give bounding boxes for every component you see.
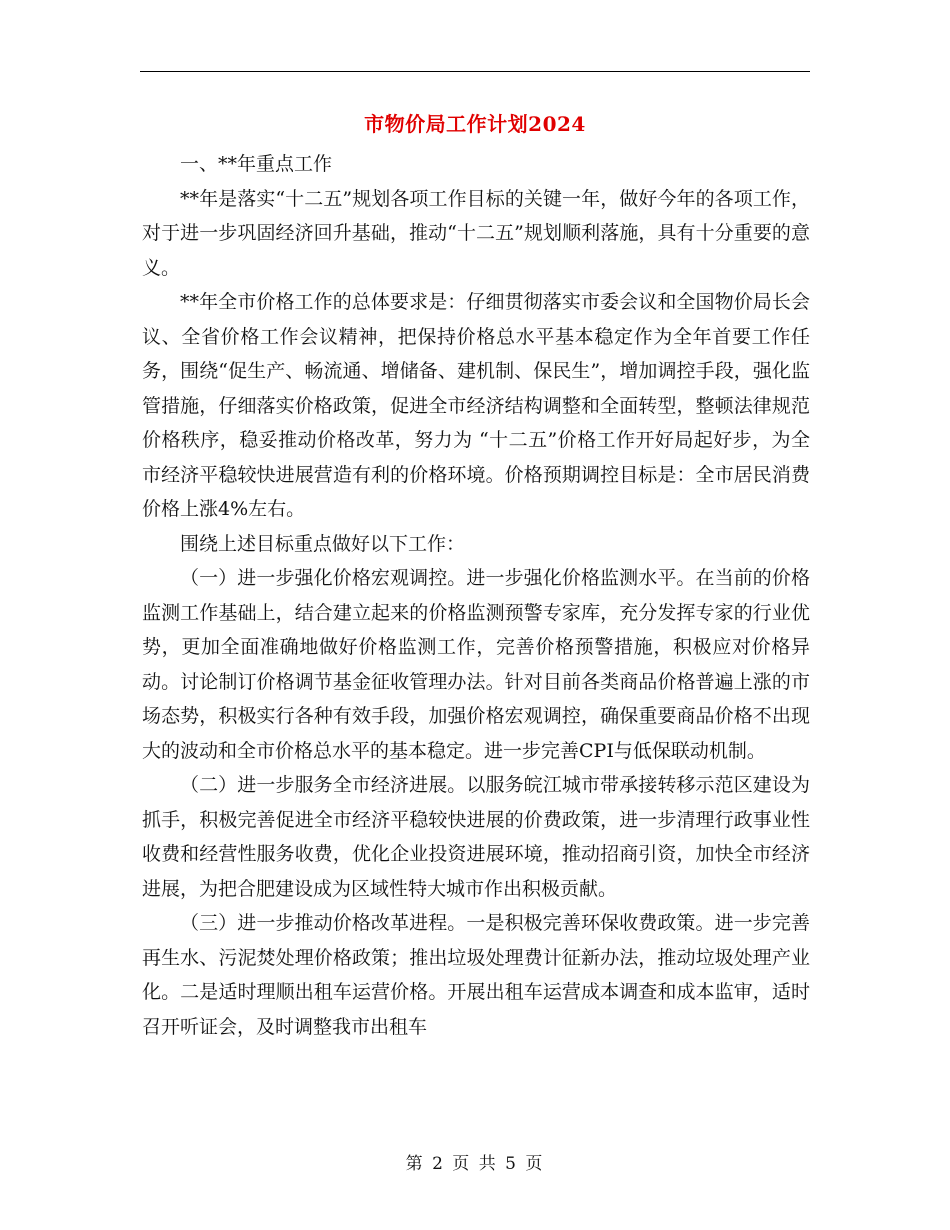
document-body <box>142 147 810 1044</box>
paragraph: **年全市价格工作的总体要求是：仔细贯彻落实市委会议和全国物价局长会议、全省价格工作会议精神，把保持价格总水平基本稳定作为全年首要工作任务，围绕“促生产、畅流通、增储备、建机制、保民生”，增加调控手段，强化监管措施，仔细落实价格政策，促进全市经济结构调整和全面转型，整顿法律规范价格秩序，稳妥推动价格改革，努力为 “十二五”价格工作开好局起好步，为全市经济平稳较快进展营造有利的价格环境。价格预期调控目标是：全市居民消费价格上涨4%左右。 <box>142 291 810 520</box>
paragraph: 围绕上述目标重点做好以下工作： <box>180 532 466 555</box>
section-heading: 一、**年重点工作 <box>180 153 333 175</box>
paragraph: （一）进一步强化价格宏观调控。进一步强化价格监测水平。在当前的价格监测工作基础上，结合建立起来的价格监测预警专家库，充分发挥专家的行业优势，更加全面准确地做好价格监测工作，完善价格预警措施，积极应对价格异动。讨论制订价格调节基金征收管理办法。针对目前各类商品价格普遍上涨的市场态势，积极实行各种有效手段，加强价格宏观调控，确保重要商品价格不出现大的波动和全市价格总水平的基本稳定。进一步完善CPI与低保联动机制。 <box>142 567 810 762</box>
paragraph: （二）进一步服务全市经济进展。以服务皖江城市带承接转移示范区建设为抓手，积极完善促进全市经济平稳较快进展的价费政策，进一步清理行政事业性收费和经营性服务收费，优化企业投资进展环境，推动招商引资，加快全市经济进展，为把合肥建设成为区域性特大城市作出积极贡献。 <box>142 774 810 900</box>
header-rule <box>140 71 810 72</box>
paragraph: **年是落实“十二五”规划各项工作目标的关键一年，做好今年的各项工作，对于进一步巩固经济回升基础，推动“十二五”规划顺利落施，具有十分重要的意义。 <box>142 187 810 279</box>
page-number: 第 2 页 共 5 页 <box>405 1154 545 1174</box>
document-title: 市物价局工作计划2024 <box>364 112 586 136</box>
paragraph: （三）进一步推动价格改革进程。一是积极完善环保收费政策。进一步完善再生水、污泥焚处理价格政策；推出垃圾处理费计征新办法，推动垃圾处理产业化。二是适时理顺出租车运营价格。开展出租车运营成本调查和成本监审，适时召开听证会，及时调整我市出租车 <box>142 912 810 1038</box>
